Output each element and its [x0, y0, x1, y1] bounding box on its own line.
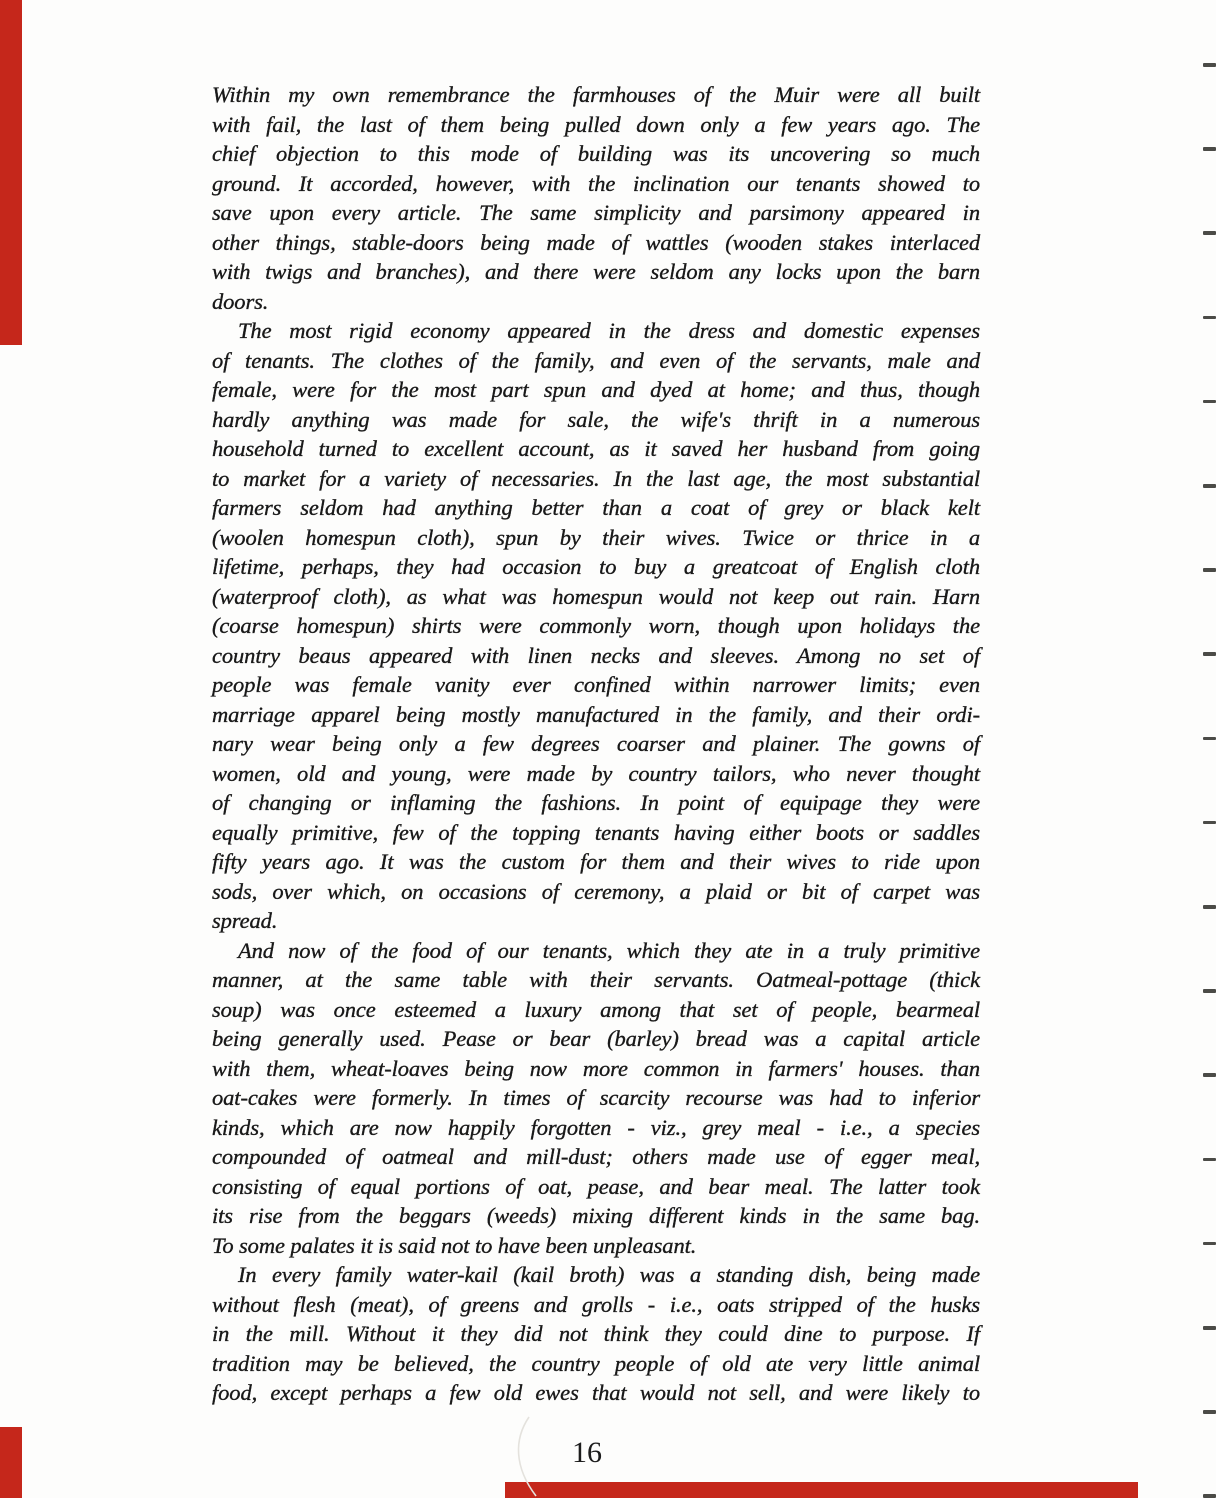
- film-frame-dash: [1203, 1410, 1216, 1414]
- text-line: (coarse homespun) shirts were commonly worn, though upon holidays the: [212, 613, 980, 638]
- text-line: fifty years ago. It was the custom for them and their wives to ride upon: [212, 849, 980, 874]
- film-frame-dash: [1203, 63, 1216, 67]
- film-frame-dash: [1203, 484, 1216, 488]
- text-line: of tenants. The clothes of the family, and even of the servants, male and: [212, 347, 980, 373]
- text-line: food, except perhaps a few old ewes that would not sell, and were likely to: [212, 1380, 980, 1405]
- text-line: compounded of oatmeal and mill-dust; others made use of egger meal,: [212, 1144, 980, 1169]
- text-line: soup) was once esteemed a luxury among that set of people, bearmeal: [212, 996, 980, 1022]
- text-line: equally primitive, few of the topping tenants having either boots or saddles: [212, 819, 980, 845]
- text-line: being generally used. Pease or bear (barley) bread was a capital article: [212, 1026, 980, 1051]
- text-line: doors.: [212, 288, 269, 314]
- text-line: And now of the food of our tenants, which they ate in a truly primitive: [238, 937, 980, 963]
- text-line: household turned to excellent account, as it saved her husband from going: [212, 436, 980, 461]
- film-frame-dash: [1203, 989, 1216, 993]
- text-line: women, old and young, were made by country tailors, who never thought: [212, 760, 980, 786]
- film-edge-mark-left-top: [0, 0, 22, 345]
- film-frame-dash: [1203, 316, 1216, 320]
- text-line: farmers seldom had anything better than a coat of grey or black kelt: [212, 495, 980, 520]
- film-frame-dash: [1203, 1158, 1216, 1162]
- text-line: hardly anything was made for sale, the wife's thrift in a numerous: [212, 406, 980, 432]
- text-line: oat-cakes were formerly. In times of scarcity recourse was had to inferior: [212, 1085, 980, 1110]
- text-line: sods, over which, on occasions of ceremony, a plaid or bit of carpet was: [212, 878, 980, 904]
- film-frame-dash: [1203, 568, 1216, 572]
- text-line: in the mill. Without it they did not think they could dine to purpose. If: [212, 1321, 980, 1346]
- text-line: of changing or inflaming the fashions. In point of equipage they were: [212, 790, 980, 815]
- text-line: (waterproof cloth), as what was homespun would not keep out rain. Harn: [212, 583, 980, 609]
- text-line: In every family water-kail (kail broth) was a standing dish, being made: [238, 1262, 980, 1287]
- film-frame-dash: [1203, 652, 1216, 656]
- text-line: lifetime, perhaps, they had occasion to buy a greatcoat of English cloth: [212, 554, 980, 579]
- film-frame-dash: [1203, 1494, 1216, 1498]
- film-frame-dash: [1203, 147, 1216, 151]
- text-line: without flesh (meat), of greens and grolls - i.e., oats stripped of the husks: [212, 1291, 980, 1317]
- text-line: nary wear being only a few degrees coarser and plainer. The gowns of: [212, 731, 980, 756]
- film-frame-dash: [1203, 737, 1216, 741]
- text-line: people was female vanity ever confined within narrower limits; even: [212, 672, 980, 697]
- text-line: other things, stable-doors being made of wattles (wooden stakes interlaced: [212, 229, 980, 255]
- page-crease: [505, 1415, 545, 1498]
- text-line: chief objection to this mode of building was its uncovering so much: [212, 141, 980, 166]
- text-line: spread.: [212, 908, 278, 933]
- text-line: tradition may be believed, the country people of old ate very little animal: [212, 1350, 980, 1376]
- text-line: to market for a variety of necessaries. In the last age, the most substantial: [212, 465, 980, 491]
- film-edge-mark-bottom: [505, 1482, 1138, 1498]
- text-line: its rise from the beggars (weeds) mixing different kinds in the same bag.: [212, 1203, 980, 1228]
- film-frame-dash: [1203, 1242, 1216, 1246]
- text-line: kinds, which are now happily forgotten - viz., grey meal - i.e., a species: [212, 1114, 980, 1140]
- film-frame-dash: [1203, 1073, 1216, 1077]
- text-line: female, were for the most part spun and dyed at home; and thus, though: [212, 377, 980, 402]
- page-crease-path: [519, 1417, 536, 1496]
- text-line: Within my own remembrance the farmhouses of the Muir were all built: [212, 82, 980, 107]
- film-frame-dash: [1203, 1326, 1216, 1330]
- text-line: with fail, the last of them being pulled down only a few years ago. The: [212, 111, 980, 137]
- text-line: ground. It accorded, however, with the inclination our tenants showed to: [212, 170, 980, 196]
- text-line: To some palates it is said not to have been unpleasant.: [212, 1232, 697, 1258]
- film-frame-dash: [1203, 821, 1216, 825]
- text-line: consisting of equal portions of oat, pease, and bear meal. The latter took: [212, 1173, 980, 1199]
- film-edge-mark-left-bottom: [0, 1427, 22, 1498]
- film-frame-dash: [1203, 905, 1216, 909]
- text-line: marriage apparel being mostly manufactured in the family, and their ordi-: [212, 701, 980, 727]
- text-line: with twigs and branches), and there were seldom any locks upon the barn: [212, 259, 980, 284]
- text-line: save upon every article. The same simplicity and parsimony appeared in: [212, 200, 980, 225]
- text-line: manner, at the same table with their servants. Oatmeal-pottage (thick: [212, 967, 980, 992]
- text-line: The most rigid economy appeared in the dress and domestic expenses: [238, 318, 980, 343]
- film-frame-dash: [1203, 231, 1216, 235]
- film-frame-dash: [1203, 400, 1216, 404]
- text-line: with them, wheat-loaves being now more common in farmers' houses. than: [212, 1055, 980, 1081]
- page-number: 16: [572, 1436, 602, 1469]
- text-line: (woolen homespun cloth), spun by their wives. Twice or thrice in a: [212, 524, 980, 550]
- text-line: country beaus appeared with linen necks and sleeves. Among no set of: [212, 642, 980, 668]
- page-text: [212, 80, 980, 1408]
